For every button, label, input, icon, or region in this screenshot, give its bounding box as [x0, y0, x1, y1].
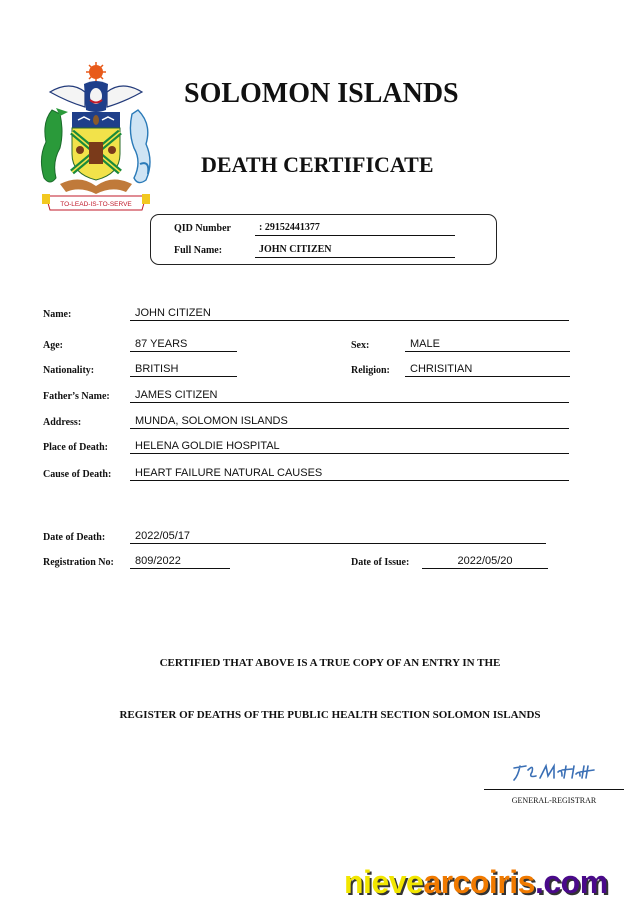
cause-of-death-label: Cause of Death:: [43, 469, 112, 480]
country-title: SOLOMON ISLANDS: [184, 78, 459, 109]
date-of-death-value: 2022/05/17: [130, 530, 546, 544]
nationality-value: BRITISH: [130, 363, 237, 377]
address-label: Address:: [43, 417, 82, 428]
place-of-death-value: HELENA GOLDIE HOSPITAL: [130, 440, 569, 454]
age-label: Age:: [43, 340, 63, 351]
motto-text: TO-LEAD-IS-TO-SERVE: [60, 201, 132, 208]
registration-no-value: 809/2022: [130, 555, 230, 569]
full-name-value: JOHN CITIZEN: [255, 244, 455, 258]
father-name-value: JAMES CITIZEN: [130, 389, 569, 403]
religion-value: CHRISITIAN: [405, 363, 570, 377]
age-value: 87 YEARS: [130, 338, 237, 352]
qid-value: : 29152441377: [255, 222, 455, 236]
sex-value: MALE: [405, 338, 570, 352]
id-box: [150, 214, 497, 265]
watermark-part-1: nieve: [344, 864, 424, 900]
watermark: [344, 864, 608, 901]
father-name-label: Father’s Name:: [43, 391, 110, 402]
cause-of-death-value: HEART FAILURE NATURAL CAUSES: [130, 467, 569, 481]
watermark-part-2: arcoiris: [423, 864, 535, 900]
signature: [510, 760, 600, 786]
nationality-label: Nationality:: [43, 365, 95, 376]
religion-label: Religion:: [351, 365, 390, 376]
full-name-label: Full Name:: [174, 245, 223, 256]
coat-of-arms: [30, 62, 162, 217]
place-of-death-label: Place of Death:: [43, 442, 108, 453]
watermark-part-3: .com: [534, 864, 608, 900]
certification-line-1: CERTIFIED THAT ABOVE IS A TRUE COPY OF AN ENTRY IN THE: [159, 657, 501, 669]
document-title: DEATH CERTIFICATE: [201, 152, 434, 177]
signature-icon: [510, 760, 600, 786]
registration-no-label: Registration No:: [43, 557, 114, 568]
date-of-death-label: Date of Death:: [43, 532, 106, 543]
coat-of-arms-icon: [30, 62, 162, 217]
name-label: Name:: [43, 309, 72, 320]
sex-label: Sex:: [351, 340, 370, 351]
signature-line: [484, 789, 624, 790]
address-value: MUNDA, SOLOMON ISLANDS: [130, 415, 569, 429]
date-of-issue-label: Date of Issue:: [351, 557, 410, 568]
date-of-issue-value: 2022/05/20: [422, 555, 548, 569]
name-value: JOHN CITIZEN: [130, 307, 569, 321]
signatory-title: GENERAL-REGISTRAR: [511, 796, 597, 805]
certification-line-2: REGISTER OF DEATHS OF THE PUBLIC HEALTH SECTION SOLOMON ISLANDS: [119, 709, 541, 721]
qid-label: QID Number: [174, 223, 231, 234]
